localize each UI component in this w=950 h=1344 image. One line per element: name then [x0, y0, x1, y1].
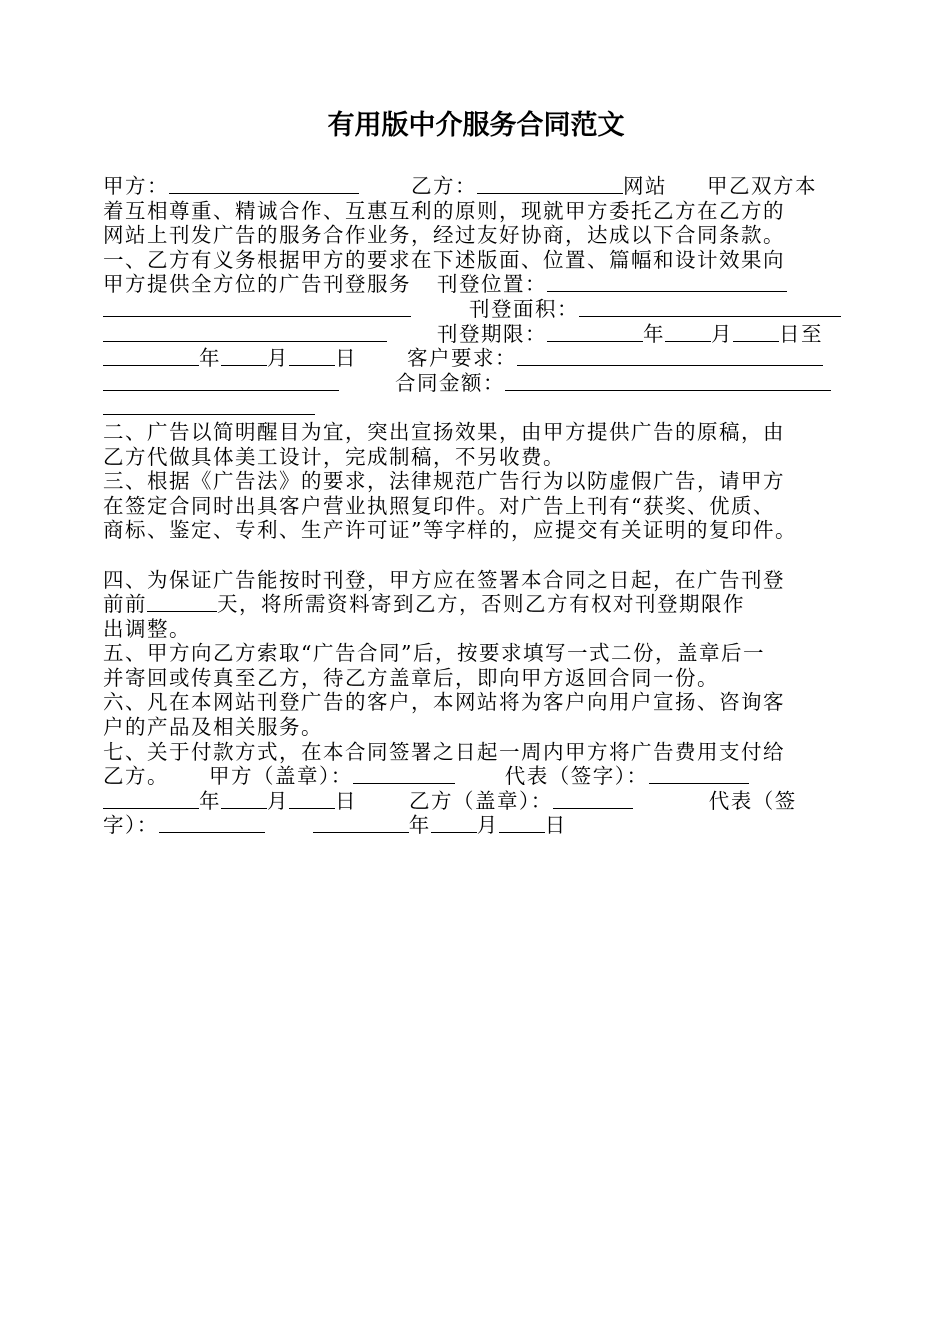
party-b-blank [477, 175, 623, 194]
area-blank [579, 298, 841, 317]
intro-line: 着互相尊重、精诚合作、互惠互利的原则，现就甲方委托乙方在乙方的 [103, 198, 785, 223]
month-label: 月 [711, 321, 733, 346]
party-b-seal-blank [553, 790, 633, 809]
sign-month-blank [221, 790, 267, 809]
sign-b-year-blank [313, 814, 409, 833]
clause-2-line: 二、广告以简明醒目为宜，突出宣扬效果，由甲方提供广告的原稿，由 [103, 419, 785, 444]
end-month-blank [221, 347, 267, 366]
year-label: 年 [199, 788, 221, 813]
clause-4-line [103, 592, 851, 617]
signature-line [103, 764, 851, 789]
requirement-line [103, 346, 851, 371]
sign-b-day-blank [499, 814, 545, 833]
sign-year-blank [103, 790, 199, 809]
clause-5-line: 并寄回或传真至乙方，待乙方盖章后，即向甲方返回合同一份。 [103, 665, 719, 690]
sign-b-month-blank [431, 814, 477, 833]
clause-4-text: 天，将所需资料寄到乙方，否则乙方有权对刊登期限作 [217, 592, 745, 617]
clause-2-line: 乙方代做具体美工设计，完成制稿，不另收费。 [103, 444, 565, 469]
party-a-rep-blank [649, 765, 749, 784]
clause-1-line [103, 272, 851, 297]
party-b-seal-label: 乙方（盖章）： [409, 788, 553, 813]
clause-7-text: 乙方。 [103, 764, 169, 789]
intro-text: 甲乙双方本 [707, 174, 817, 198]
paragraph-gap [103, 543, 851, 568]
start-year-blank [547, 323, 643, 342]
year-label: 年 [199, 346, 221, 371]
month-label: 月 [476, 813, 499, 838]
month-label: 月 [267, 346, 289, 371]
end-day-blank [289, 347, 335, 366]
party-a-label: 甲方： [103, 174, 169, 198]
day-to-label: 日至 [779, 321, 823, 346]
clause-3-line: 在签定合同时出具客户营业执照复印件。对广告上刊有“获奖、优质、 [103, 493, 775, 518]
area-line [103, 297, 851, 322]
days-blank [147, 593, 217, 612]
area-blank-cont [103, 323, 387, 342]
party-a-blank [169, 175, 359, 194]
amount-blank-cont [103, 396, 315, 415]
day-label: 日 [544, 813, 567, 838]
clause-4-text: 前前 [103, 592, 147, 617]
clause-6-line: 户的产品及相关服务。 [103, 715, 323, 740]
party-line [103, 174, 851, 199]
amount-cont-line [103, 395, 851, 420]
position-label: 刊登位置： [437, 272, 547, 297]
sign-day-blank [289, 790, 335, 809]
area-label: 刊登面积： [469, 296, 579, 321]
end-year-blank [103, 347, 199, 366]
signature-line [103, 813, 851, 838]
year-label: 年 [408, 813, 431, 838]
clause-3-line: 三、根据《广告法》的要求，法律规范广告行为以防虚假广告，请甲方 [103, 469, 785, 494]
start-day-blank [733, 323, 779, 342]
requirement-blank [517, 347, 823, 366]
party-b-rep-label-cont: 字）： [103, 813, 159, 838]
clause-7-line: 七、关于付款方式，在本合同签署之日起一周内甲方将广告费用支付给 [103, 739, 785, 764]
party-a-seal-label: 甲方（盖章）： [209, 764, 353, 789]
clause-3-line: 商标、鉴定、专利、生产许可证”等字样的，应提交有关证明的复印件。 [103, 518, 797, 543]
start-month-blank [665, 323, 711, 342]
party-b-rep-blank [159, 814, 265, 833]
contract-body [103, 174, 851, 838]
position-blank [547, 273, 787, 292]
clause-1-text: 甲方提供全方位的广告刊登服务 [103, 272, 411, 297]
party-b-rep-label: 代表（签 [708, 788, 797, 813]
requirement-blank-cont [103, 372, 339, 391]
period-label: 刊登期限： [437, 321, 547, 346]
year-label: 年 [643, 321, 665, 346]
party-b-label: 乙方： [411, 174, 477, 198]
day-label: 日 [335, 788, 357, 813]
amount-label: 合同金额： [395, 370, 505, 395]
clause-5-line: 五、甲方向乙方索取“广告合同”后，按要求填写一式二份，盖章后一 [103, 641, 765, 666]
website-text: 网站 [623, 174, 667, 198]
signature-line [103, 789, 851, 814]
requirement-label: 客户要求： [407, 346, 517, 371]
amount-blank [505, 372, 831, 391]
party-a-rep-label: 代表（签字）： [504, 764, 649, 789]
day-label: 日 [335, 346, 357, 371]
month-label: 月 [267, 788, 289, 813]
clause-4-line: 出调整。 [103, 616, 191, 641]
document-title: 有用版中介服务合同范文 [327, 110, 625, 141]
position-blank-cont [103, 298, 411, 317]
clause-4-line: 四、为保证广告能按时刊登，甲方应在签署本合同之日起，在广告刊登 [103, 567, 785, 592]
party-a-seal-blank [353, 765, 455, 784]
period-line [103, 322, 851, 347]
clause-6-line: 六、凡在本网站刊登广告的客户，本网站将为客户向用户宣扬、咨询客 [103, 690, 785, 715]
amount-line [103, 371, 851, 396]
clause-1-line: 一、乙方有义务根据甲方的要求在下述版面、位置、篇幅和设计效果向 [103, 247, 785, 272]
intro-line: 网站上刊发广告的服务合作业务，经过友好协商，达成以下合同条款。 [103, 223, 785, 248]
